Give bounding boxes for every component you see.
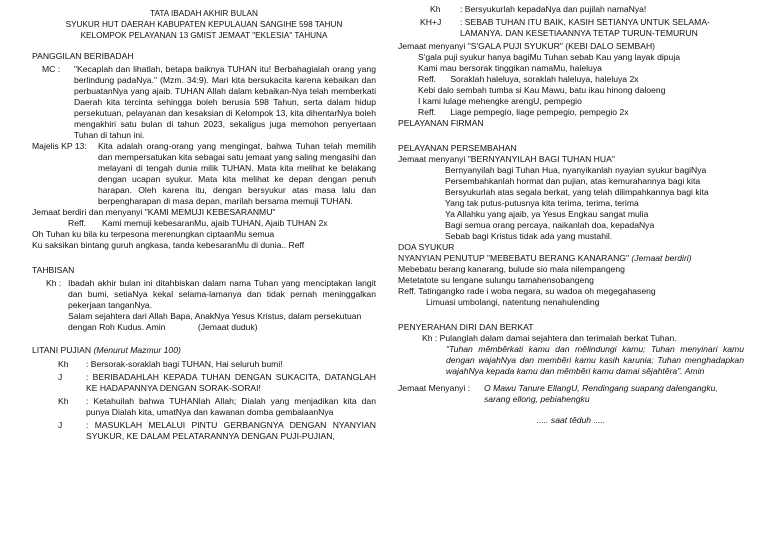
penutup-title: NYANYIAN PENUTUP "MEBEBATU BERANG KANARANG" [398,253,630,263]
lyric-line: Bersyukurlah atas segala berkat, yang telah dilimpahkannya bagi kita [445,187,709,197]
top-text-1: : Bersyukurlah kepadaNya dan pujilah namaNya! [460,4,647,14]
persembahan-heading: PELAYANAN PERSEMBAHAN [398,143,517,153]
litani-key: Kh [58,396,69,406]
sing1-lyrics [398,52,744,118]
salam-body: Salam sejahtera dari Allah Bapa, AnakNya Yesus Kristus, dalam persekutuan dengan Roh Kudus. Amin [68,311,362,332]
top-text-2: : SEBAB TUHAN ITU BAIK, KASIH SETIANYA UNTUK SELAMA-LAMANYA. DAN KESETIAANNYA TETAP TURUN-TEMURUN [460,17,710,38]
litani-item [32,372,376,394]
doa-heading: DOA SYUKUR [398,242,455,252]
title-line-2: SYUKUR HUT DAERAH KABUPATEN KEPULAUAN SANGIHE 598 TAHUN [65,20,343,29]
litani-item [32,359,376,370]
lyric-line: Bernyanyilah bagi Tuhan Hua, nyanyikanlah nyayian syukur bagiNya [445,165,707,175]
berkat-kh: Kh : Pulanglah dalam damai sejahtera dan terimalah berkat Tuhan. [422,333,677,343]
litani-heading: LITANI PUJIAN [32,345,92,355]
reff-row [32,218,376,229]
litani-text: : Ketahuilah bahwa TUHANlah Allah; Dialah yang menjadikan kita dan punya Dialah kita, umatNya dan kawanan domba gembalaanNya [86,396,376,417]
closing-text: ..... saat tĕduh ..... [536,415,606,425]
lyric-line: Metetatote su lengane sulungu tamahensobangeng [398,275,594,285]
jemaat-key: Jemaat Menyanyi : [398,383,471,393]
majelis-row [32,141,376,207]
lyric-line: Mebebatu berang kanarang, bulude sio mala nilempangeng [398,264,625,274]
lyric-line: Kami mau bersorak tinggikan namaMu, haleluya [418,63,602,73]
tahbisan-kh-row [32,278,376,311]
sing1-instruction: Jemaat menyanyi "S'GALA PUJI SYUKUR" (KEBI DALO SEMBAH) [398,41,656,51]
litani-text: : MASUKLAH MELALUI PINTU GERBANGNYA DENGAN NYANYIAN SYUKUR, KE DALAM PELATARANNYA DENGAN PUJI-PUJIAN, [86,420,376,441]
lyric-line: Reff. Liage pempegio, liage pempegio, pempegio 2x [418,107,629,117]
persembahan-lyrics [398,165,744,242]
reff-key: Reff. [68,218,86,228]
reff-line: Reff. Tatingangko rade i woba negara, su wadoa oh megegahaseng [398,286,656,296]
litani-item [32,420,376,442]
tahbisan-kh-key: Kh : [46,278,62,288]
lyric-line: Reff. Soraklah haleluya, soraklah haleluya, haleluya 2x [418,74,639,84]
lyric-line: S'gala puji syukur hanya bagiMu Tuhan sebab Kau yang layak dipuja [418,52,681,62]
penutup-row [398,253,744,264]
document-title [32,8,376,41]
majelis-text: Kita adalah orang-orang yang mengingat, bahwa Tuhan telah memilih dan mempersatukan kita sebagai satu jemaat yang saling mengasihi dan melayani di tengah dunia milik TUHAN. Mata kita melihat ke belakang dengan ucapan syukur. Mata kita melihat ke depan dengan penuh harapan. Oleh karena itu, dengan bersyukur atas masa lalu dan berpengharapan di masa depan, marilah bersama memuji TUHAN. [98,141,376,206]
jemaat-text: O Mawu Tanure EllangU, Rendingang suapang dalengangku, sarang ellong, pebiahengku [484,383,718,404]
mc-text: "Kecaplah dan lihatlah, betapa baiknya TUHAN itu! Berbahagialah orang yang berlindung padaNya." (Mzm. 34:9). Mari kita bersukacita karena kebaikan dan perbuatanNya yang ajaib. TUHAN Allah dalam kebaikan-Nya telah memberkati Daerah kita tercinta sehingga boleh berusia 598 Tahun, serta dalam hidup persekutuan, pelayanan dan kesaksian di Kelompok 13, kita dihentarNya boleh mengakhiri satu bulan di tahun 2023, sekaligus juga memohon penyertaan Tuhan di tahun ini. [74,64,376,140]
mc-row [32,64,376,141]
top-row-2 [398,17,744,39]
sing-instruction: Jemaat berdiri dan menyanyi "KAMI MEMUJI KEBESARANMU" [32,207,276,217]
panggilan-section [32,51,376,251]
salam-text [32,311,376,333]
penutup-note: (Jemaat berdiri) [631,253,692,263]
jemaat-row [398,383,744,405]
title-line-3: KELOMPOK PELAYANAN 13 GMIST JEMAAT "EKLESIA" TAHUNA [80,31,328,40]
berkat-section [398,322,744,426]
lyric-line: Persembahkanlah hormat dan pujian, atas kemurahannya bagi kita [445,176,701,186]
lyric-line: Ya Allahku yang ajaib, ya Yesus Engkau sangat mulia [445,209,649,219]
top-row-1 [398,4,744,15]
tahbisan-kh-text: Ibadah akhir bulan ini ditahbiskan dalam nama Tuhan yang menciptakan langit dan bumi, setiaNya kekal selama-lamanya dan tidak pernah meninggalkan pekerjaan tanganNya. [68,278,376,310]
left-column [32,8,376,442]
song-line-2: Ku saksikan bintang guruh angkasa, tanda kebesaranMu di dunia.. Reff [32,240,305,250]
persembahan-sing: Jemaat menyanyi "BERNYANYILAH BAGI TUHAN HUA" [398,154,615,164]
litani-text: : Bersorak-soraklah bagi TUHAN, Hai seluruh bumi! [86,359,283,369]
litani-key: J [58,372,63,382]
litani-item [32,396,376,418]
top-key-2: KH+J [420,17,442,27]
litani-heading-row [32,345,376,356]
firman-heading: PELAYANAN FIRMAN [398,118,484,128]
lyric-line: Sebab bagi Kristus tidak ada yang mustahil. [445,231,613,241]
tahbisan-section [32,265,376,333]
top-key-1: Kh [430,4,441,14]
lyric-line: Yang tak putus-putusnya kita terima, terima, terima [445,198,639,208]
title-line-1: TATA IBADAH AKHIR BULAN [150,9,258,18]
persembahan-section [398,143,744,242]
majelis-key: Majelis KP 13: [32,141,87,151]
mc-key: MC : [42,64,61,74]
reff-text: Kami memuji kebesaranMu, ajaib TUHAN, Ajaib TUHAN 2x [102,218,328,228]
lyric-line: Bagi semua orang percaya, naikanlah doa, kepadaNya [445,220,655,230]
lyric-line: I kami lulage mehengke arengU, pempegio [418,96,582,106]
litani-heading-note: (Menurut Mazmur 100) [93,345,181,355]
right-column [398,4,744,426]
tahbisan-heading: TAHBISAN [32,265,75,275]
litani-section [32,345,376,442]
reff-line: Limuasi umbolangi, natentung nenahulending [426,297,600,307]
lyric-line: Kebi dalo sembah tumba si Kau Mawu, batu ikau hinong daloeng [418,85,666,95]
duduk-note: (Jemaat duduk) [197,322,258,332]
litani-key: J [58,420,63,430]
berkat-quote: "Tuhan mĕmbĕrkati kamu dan mĕlindungi kamu; Tuhan menyinari kamu dengan wajahNya dan membĕri kamu kasih karunia; Tuhan menghadapkan wajahNya kepada kamu dan mĕmbĕri kamu damai sĕjahtĕra". Amin [446,344,744,376]
berkat-heading: PENYERAHAN DIRI DAN BERKAT [398,322,534,332]
panggilan-heading: PANGGILAN BERIBADAH [32,51,134,61]
song-line-1: Oh Tuhan ku bila ku terpesona merenungkan ciptaanMu semua [32,229,275,239]
litani-key: Kh [58,359,69,369]
litani-text: : BERIBADAHLAH KEPADA TUHAN DENGAN SUKACITA, DATANGLAH KE HADAPANNYA DENGAN SORAK-SORAI! [86,372,376,393]
doa-section [398,242,744,308]
